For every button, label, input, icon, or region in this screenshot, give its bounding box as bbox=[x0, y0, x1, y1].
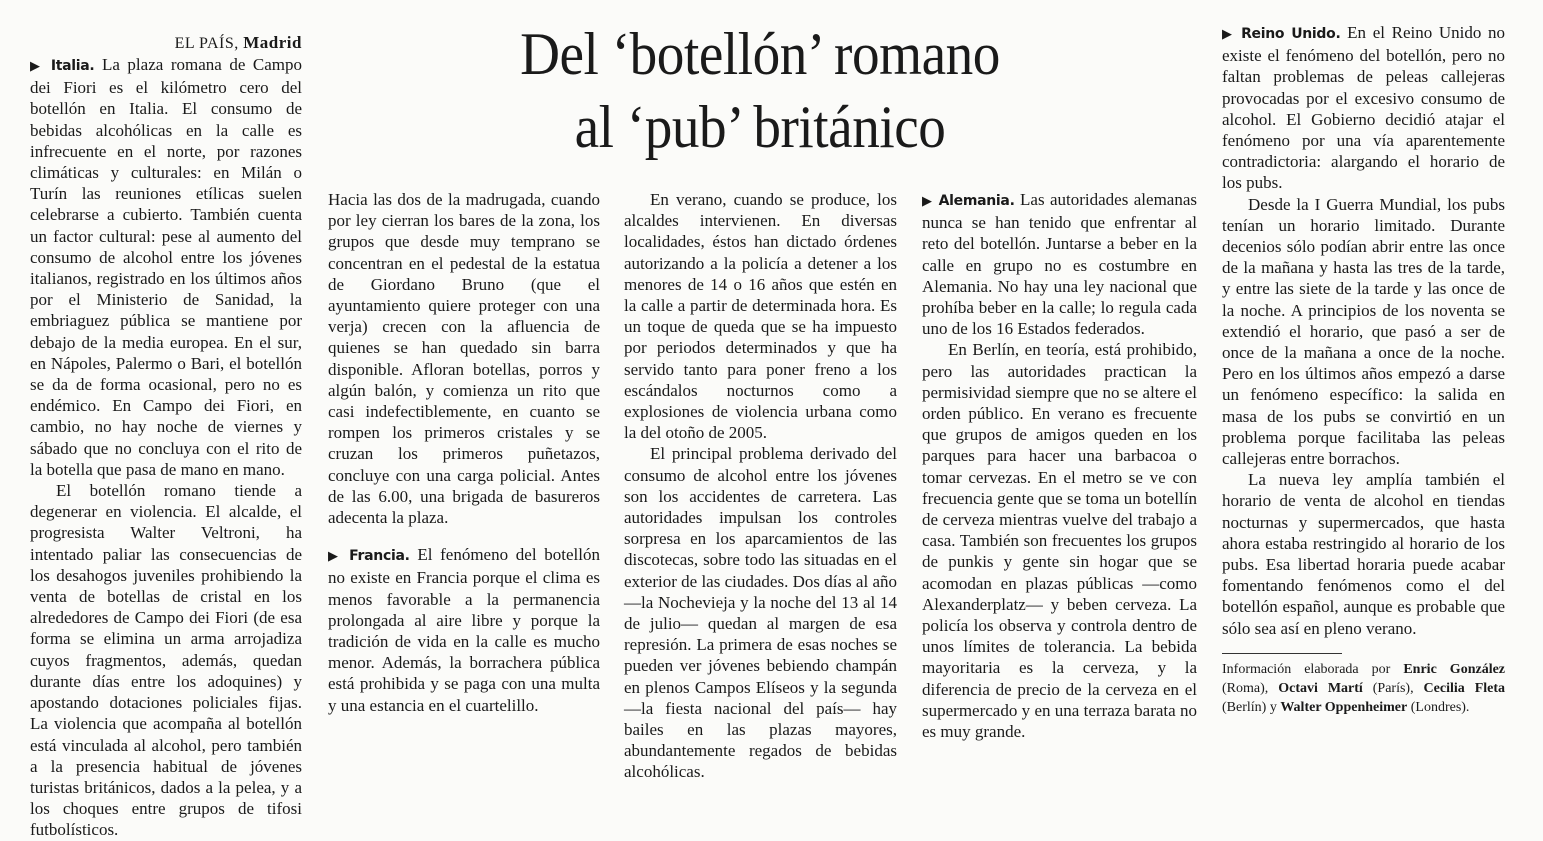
triangle-right-icon: ▶ bbox=[30, 59, 44, 74]
column-4 bbox=[922, 189, 1197, 742]
paragraph-francia: ▶ Francia. El fenómeno del botellón no existe en Francia porque el clima es menos favorable a la permanencia prolongada al aire libre y porque la tradición de vida en la calle es mucho menor. Además, la borrachera pública está prohibida y se paga con una multa y una estancia en el cuartelillo. bbox=[328, 545, 600, 715]
paragraph-continued: Hacia las dos de la madrugada, cuando por ley cierran los bares de la zona, los grupos que desde muy temprano se concentran en el pedestal de la estatua de Giordano Bruno (que el ayuntamiento quiere proteger con una verja) crecen con la afluencia de quienes se han quedado sin barra disponible. Afloran botellas, porros y algún balón, y comienza un rito que casi indefectiblemente, en cuanto se rompen los primeros cristales y se cruzan los primeros puñetazos, concluye con una carga policial. Antes de las 6.00, una brigada de basureros adecenta la plaza. bbox=[328, 190, 600, 528]
paragraph: Desde la I Guerra Mundial, los pubs tenían un horario limitado. Durante decenios sólo podían abrir entre las once de la mañana y hasta las tres de la tarde, y entre las siete de la tarde y las once de la noche. A principios de los noventa se extendió el horario, que pasó a ser de once de la mañana a once de la noche. Pero en los últimos años empezó a darse un fenómeno específico: la salida en masa de los pubs se convirtió en un problema porque facilitaba las peleas callejeras entre borrachos. bbox=[1222, 194, 1505, 469]
section-reino-unido: Reino Unido. bbox=[1241, 26, 1341, 42]
paragraph-italia: ▶ Italia. La plaza romana de Campo dei Fiori es el kilómetro cero del botellón en Italia. El consumo de bebidas alcohólicas en la calle es infrecuente en el norte, por razones climáticas y culturales: en Milán o Turín las reuniones etílicas suelen celebrarse a cubierto. También cuenta un factor cultural: pese al aumento del consumo de alcohol entre los jóvenes italianos, registrado en los últimos años por el Ministerio de Sanidad, la embriaguez pública se mantiene por debajo de la media europea. En el sur, en Nápoles, Palermo o Bari, el botellón se da de forma ocasional, pero no es endémico. En Campo dei Fiori, en cambio, no hay noche de viernes y sábado que no concluya con el rito de la botella que pasa de mano en mano. bbox=[30, 55, 303, 479]
headline-line-1: Del ‘botellón’ romano bbox=[520, 21, 1000, 87]
paragraph-alemania: ▶ Alemania. Las autoridades alemanas nunca se han tenido que enfrentar al reto del botellón. Juntarse a beber en la calle en grupo no es costumbre en Alemania. No hay una ley nacional que prohíba beber en la calle; lo regula cada uno de los 16 Estados federados. bbox=[922, 190, 1198, 339]
paragraph-reino-unido: ▶ Reino Unido. En el Reino Unido no existe el fenómeno del botellón, pero no faltan problemas de peleas callejeras provocadas por el excesivo consumo de alcohol. El Gobierno decidió atajar el fenómeno por una vía aparentemente contradictoria: alargando el horario de los pubs. bbox=[1222, 23, 1506, 193]
triangle-right-icon: ▶ bbox=[922, 194, 934, 209]
column-3 bbox=[624, 189, 897, 783]
credit-line: Información elaborada por Enric González (Roma), Octavi Martí (París), Cecilia Fleta (Berlín) y Walter Oppenheimer (Londres). bbox=[1222, 661, 1506, 715]
paragraph: En verano, cuando se produce, los alcaldes intervienen. En diversas localidades, éstos han dictado órdenes autorizando a la policía a detener a los menores de 14 o 16 años que estén en la calle a partir de determinada hora. Es un toque de queda que se ha impuesto por periodos determinados y que ha servido tanto para poner freno a los escándalos nocturnos como a explosiones de violencia urbana como la del otoño de 2005. bbox=[624, 190, 897, 443]
column-1 bbox=[30, 32, 302, 841]
section-francia: Francia. bbox=[349, 548, 410, 565]
paragraph: La nueva ley amplía también el horario de venta de alcohol en tiendas nocturnas y supermercados, que hasta ahora estaba restringido al horario de los pubs. Esa libertad horaria puede acabar fomentando fenómenos como el del botellón español, aunque es probable que sólo sea así en pleno verano. bbox=[1222, 470, 1505, 638]
column-2 bbox=[328, 189, 600, 716]
section-alemania: Alemania. bbox=[938, 193, 1015, 209]
headline-line-2: al ‘pub’ británico bbox=[574, 94, 946, 160]
paragraph: El principal problema derivado del consumo de alcohol entre los jóvenes son los accidentes de carretera. Las autoridades impulsan los controles sorpresa en los aparcamientos de las discotecas, sobre todo las situadas en el exterior de las ciudades. Dos días al año —la Nochevieja y la noche del 13 al 14 de julio— quedan al margen de esa represión. La primera de esas noches se pueden ver jóvenes bebiendo champán en plenos Campos Elíseos y la segunda —la fiesta nacional del país— hay bailes en las plazas mayores, abundantemente regados de bebidas alcohólicas. bbox=[624, 444, 897, 782]
triangle-right-icon: ▶ bbox=[1222, 27, 1235, 42]
credit-divider bbox=[1222, 653, 1342, 654]
byline: EL PAÍS, Madrid bbox=[174, 33, 302, 52]
triangle-right-icon: ▶ bbox=[328, 549, 342, 565]
paragraph: El botellón romano tiende a degenerar en violencia. El alcalde, el progresista Walter Veltroni, ha intentado paliar las consecuencias de los desahogos juveniles prohibiendo la venta de botellas de cristal en los alrededores de Campo dei Fiori (de esa forma se elimina un arma arrojadiza cuyos fragmentos, además, quedan durante días entre los adoquines) y apostando dotaciones policiales fijas. La violencia que acompaña al botellón está vinculada al alcohol, pero también a la presencia habitual de jóvenes turistas británicos, dados a la pelea, y a los choques entre grupos de tifosi futbolísticos. bbox=[30, 481, 302, 840]
headline bbox=[364, 18, 1155, 164]
paragraph: En Berlín, en teoría, está prohibido, pero las autoridades practican la permisividad siempre que no se altere el orden público. En verano es frecuente que grupos de amigos queden en los parques para hacer una barbacoa o tomar cervezas. En el metro se ve con frecuencia gente que se toma un botellín de cerveza mientras vuelve del trabajo a casa. También son frecuentes los grupos de punkis y gente sin hogar que se acomodan en plazas públicas —como Alexanderplatz— y beben cerveza. La policía los observa y controla dentro de unos límites de tolerancia. La bebida mayoritaria es la cerveza, y la diferencia de precio de la cerveza en el supermercado y en una terraza barata no es muy grande. bbox=[922, 340, 1197, 742]
column-5 bbox=[1222, 22, 1505, 717]
section-italia: Italia. bbox=[50, 58, 95, 74]
